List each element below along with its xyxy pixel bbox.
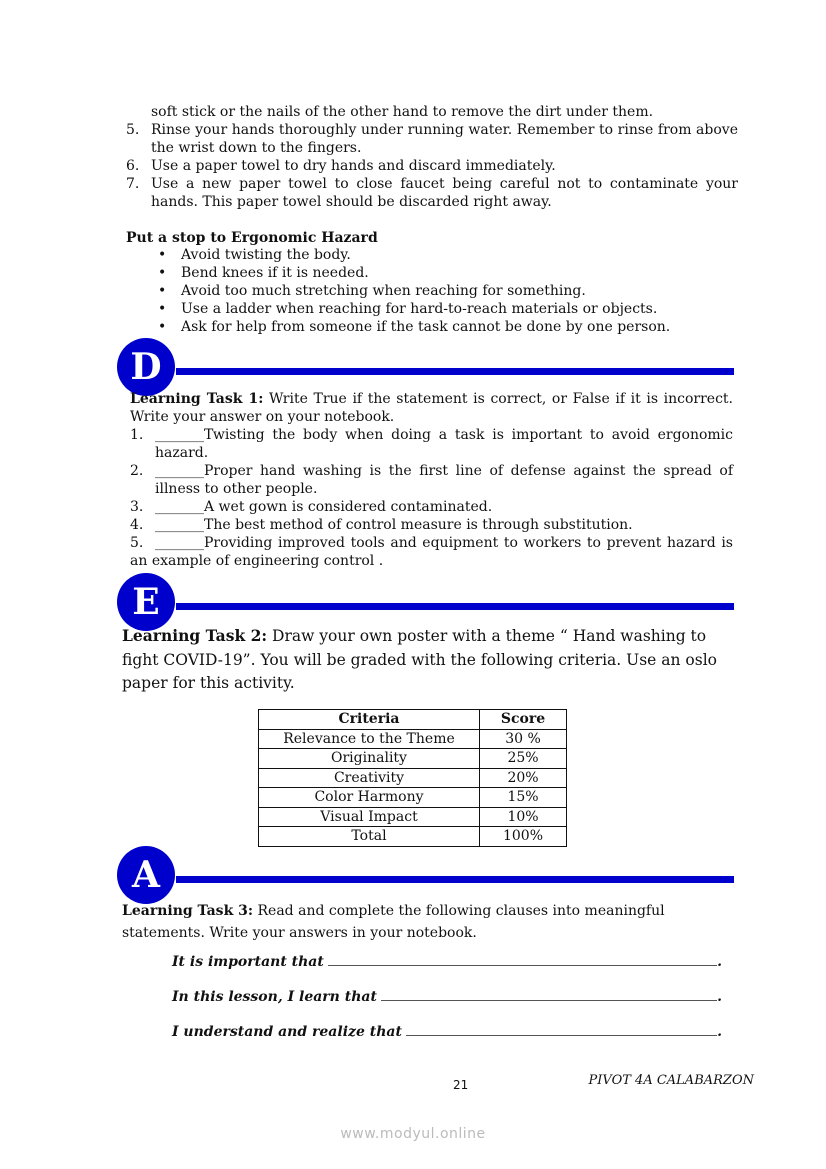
bullet-item: • Avoid too much stretching when reaching for something. [158, 283, 586, 299]
section-e-badge: E [117, 573, 175, 631]
bullet-item: • Ask for help from someone if the task cannot be done by one person. [158, 319, 671, 335]
answer-line [381, 988, 717, 1001]
section-d-badge: D [117, 338, 175, 396]
watermark: www.modyul.online [340, 1126, 486, 1142]
step-continuation: soft stick or the nails of the other hand to remove the dirt under them. [151, 104, 654, 120]
task1-instructions: Learning Task 1: Write True if the statement is correct, or False if it is incorrect. Write your answer on your notebook. [130, 391, 733, 425]
task1-item: 1. _______Twisting the body when doing a task is important to avoid ergonomic hazard. [130, 427, 733, 461]
section-divider [176, 876, 734, 883]
table-row: Relevance to the Theme 30 % [259, 729, 567, 749]
task2-instructions: Learning Task 2: Draw your own poster with a theme “ Hand washing to fight COVID-19”. You will be graded with the following criteria. Use an oslo paper for this activity. [122, 626, 717, 692]
table-row: Creativity 20% [259, 768, 567, 788]
table-row: Color Harmony 15% [259, 788, 567, 808]
section-divider [176, 603, 734, 610]
table-header-row: Criteria Score [259, 710, 567, 730]
table-row: Total 100% [259, 827, 567, 847]
bullet-item: • Avoid twisting the body. [158, 247, 351, 263]
page-number: 21 [453, 1078, 469, 1092]
publisher-label: PIVOT 4A CALABARZON [588, 1073, 754, 1088]
bullet-item: • Use a ladder when reaching for hard-to-reach materials or objects. [158, 301, 658, 317]
task1-item: 5. _______Providing improved tools and equipment to workers to prevent hazard is an example of engineering control . [130, 535, 733, 569]
section-divider [176, 368, 734, 375]
task1-item: 4. _______The best method of control measure is through substitution. [130, 517, 633, 533]
answer-line [328, 953, 717, 966]
step-item: 7. Use a new paper towel to close faucet being careful not to contaminate your hands. This paper towel should be discarded right away. [126, 176, 738, 210]
clause-prompt: It is important that . [172, 954, 722, 970]
clause-prompt: In this lesson, I learn that . [172, 989, 722, 1005]
table-row: Originality 25% [259, 749, 567, 769]
section-a-badge: A [117, 846, 175, 904]
answer-line [406, 1023, 717, 1036]
step-item: 6. Use a paper towel to dry hands and discard immediately. [126, 158, 556, 174]
ergonomic-heading: Put a stop to Ergonomic Hazard [126, 230, 378, 246]
task1-item: 2. _______Proper hand washing is the first line of defense against the spread of illness to other people. [130, 463, 733, 497]
table-row: Visual Impact 10% [259, 807, 567, 827]
criteria-table [258, 709, 567, 847]
step-item: 5. Rinse your hands thoroughly under running water. Remember to rinse from above the wrist down to the fingers. [126, 122, 738, 156]
clause-prompt: I understand and realize that . [172, 1024, 722, 1040]
task1-item: 3. _______A wet gown is considered contaminated. [130, 499, 493, 515]
bullet-item: • Bend knees if it is needed. [158, 265, 369, 281]
task3-instructions: Learning Task 3: Read and complete the following clauses into meaningful statements. Write your answers in your notebook. [122, 903, 665, 941]
